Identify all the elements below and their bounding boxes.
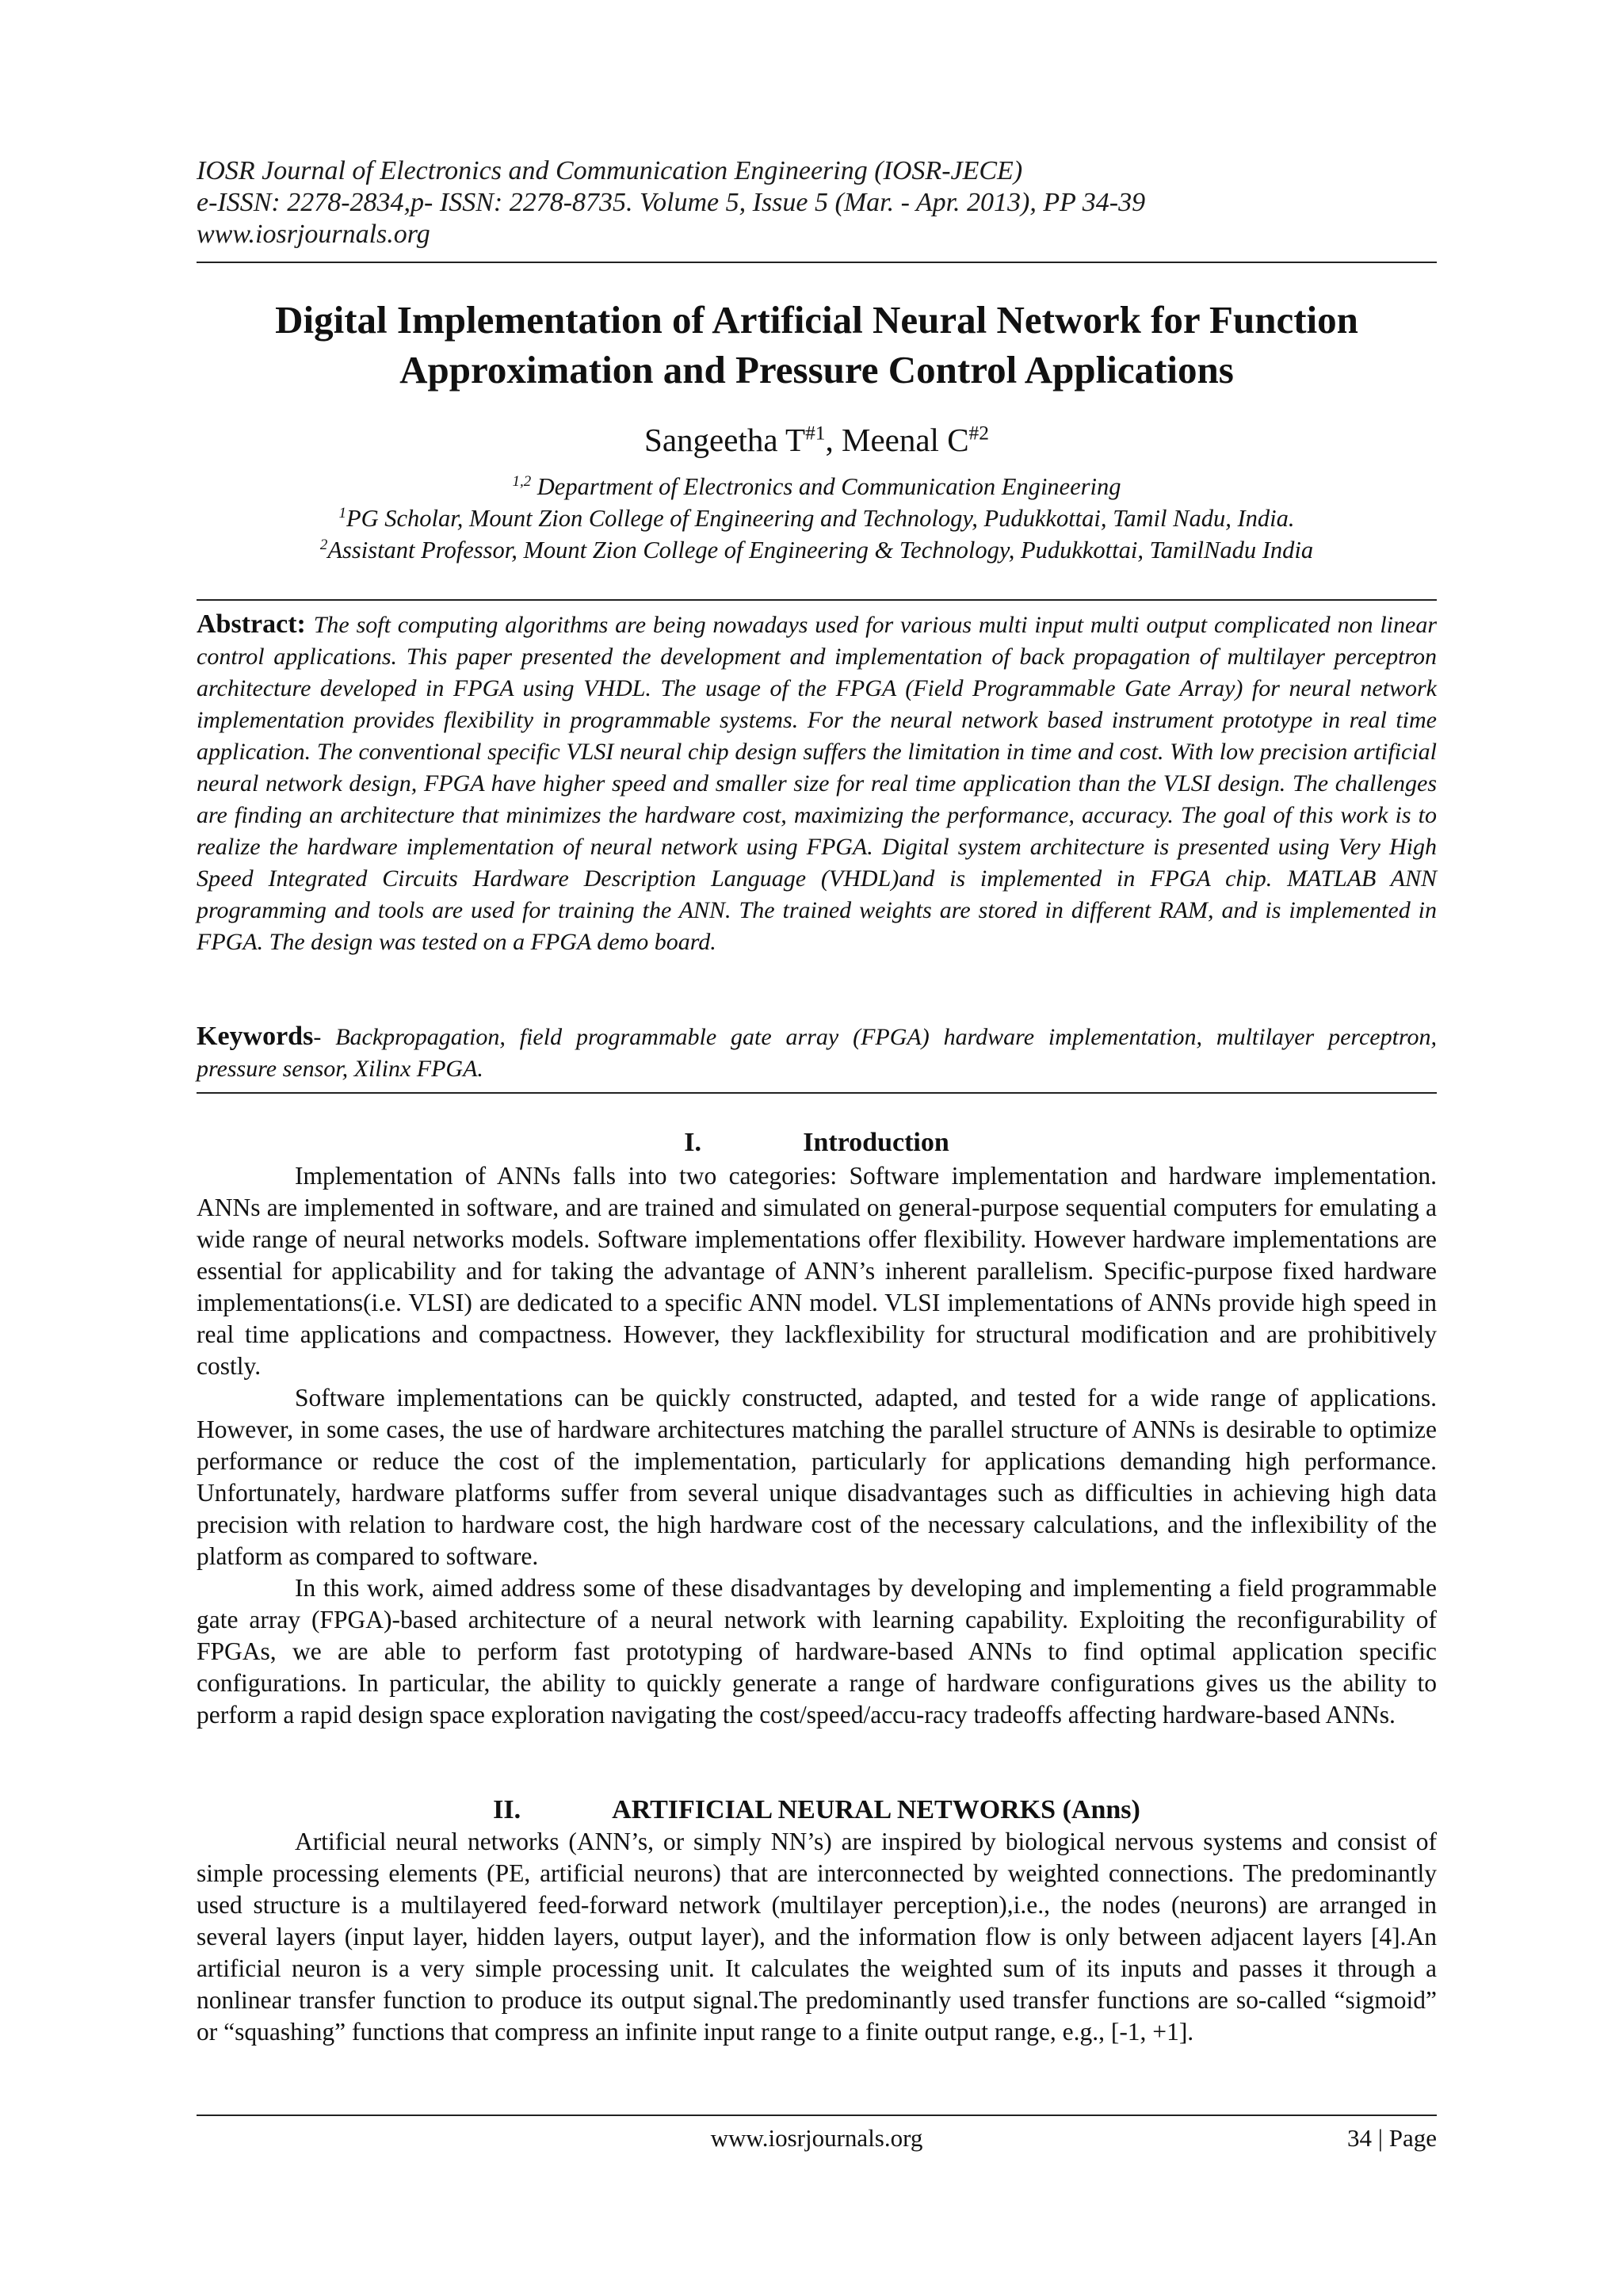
section-heading-ann: [197, 1794, 1437, 1826]
issn-line: e-ISSN: 2278-2834,p- ISSN: 2278-8735. Volume 5, Issue 5 (Mar. - Apr. 2013), PP 34-39: [197, 188, 1146, 217]
author-1: Sangeetha T: [644, 422, 806, 458]
paragraph: Software implementations can be quickly constructed, adapted, and tested for a wide range of applications. However, in some cases, the use of hardware architectures matching the parallel structure of ANNs is desirable to optimize performance or reduce the cost of the implementation, particularly for applications demanding high performance. Unfortunately, hardware platforms suffer from several unique disadvantages such as difficulties in achieving high data precision with relation to hardware cost, the high hardware cost of the necessary calculations, and the inflexibility of the platform as compared to software.: [197, 1384, 1437, 1570]
affiliation-2: [197, 534, 1437, 566]
author-1-mark: #1: [805, 422, 826, 445]
affiliation-department: [197, 471, 1437, 502]
abstract-colon: :: [296, 609, 314, 639]
aff-text: Department of Electronics and Communication Engineering: [531, 473, 1121, 500]
section-number: II.: [493, 1795, 521, 1824]
page-number: 34 | Page: [1347, 2124, 1437, 2152]
title-line-2: Approximation and Pressure Control Applications: [399, 348, 1234, 392]
section-title: Introduction: [803, 1128, 949, 1157]
header-rule: [197, 262, 1437, 263]
keywords-text: - Backpropagation, field programmable gate array (FPGA) hardware implementation, multilayer perceptron, pressure sensor, Xilinx FPGA.: [197, 1024, 1437, 1082]
ann-body: [197, 1826, 1437, 2048]
section-heading-introduction: [197, 1127, 1437, 1159]
title-line-1: Digital Implementation of Artificial Neural Network for Function: [275, 298, 1358, 342]
abstract-top-rule: [197, 599, 1437, 601]
introduction-body: [197, 1160, 1437, 1731]
abstract-text: The soft computing algorithms are being nowadays used for various multi input multi output complicated non linear control applications. This paper presented the development and implementation of back propagation of multilayer perceptron architecture developed in FPGA using VHDL. The usage of the FPGA (Field Programmable Gate Array) for neural network implementation provides flexibility in programmable systems. For the neural network based instrument prototype in real time application. The conventional specific VLSI neural chip design suffers the limitation in time and cost. With low precision artificial neural network design, FPGA have higher speed and smaller size for real time application than the VLSI design. The challenges are finding an architecture that minimizes the hardware cost, maximizing the performance, accuracy. The goal of this work is to realize the hardware implementation of neural network using FPGA. Digital system architecture is presented using Very High Speed Integrated Circuits Hardware Description Language (VHDL)and is implemented in FPGA chip. MATLAB ANN programming and tools are used for training the ANN. The trained weights are stored in different RAM, and is implemented in FPGA. The design was tested on a FPGA demo board.: [197, 612, 1437, 955]
aff-mark: 2: [319, 536, 328, 553]
aff-text: PG Scholar, Mount Zion College of Engineering and Technology, Pudukkottai, Tamil Nadu, India.: [346, 505, 1295, 532]
abstract-label: Abstract: [197, 609, 297, 639]
paper-title: [197, 295, 1437, 395]
aff-text: Assistant Professor, Mount Zion College of Engineering & Technology, Pudukkottai, TamilNadu India: [327, 537, 1314, 563]
authors: [197, 420, 1437, 460]
abstract: [197, 609, 1437, 958]
aff-mark: 1: [338, 504, 346, 521]
paragraph: In this work, aimed address some of these disadvantages by developing and implementing a field programmable gate array (FPGA)-based architecture of a neural network with learning capability. Exploiting the reconfigurability of FPGAs, we are able to perform fast prototyping of hardware-based ANNs to find optimal application specific configurations. In particular, the ability to quickly generate a range of hardware configurations gives us the ability to perform a rapid design space exploration navigating the cost/speed/accu-racy tradeoffs affecting hardware-based ANNs.: [197, 1574, 1437, 1729]
paragraph: Implementation of ANNs falls into two categories: Software implementation and hardware implementation. ANNs are implemented in software, and are trained and simulated on general-purpose sequential computers for emulating a wide range of neural networks models. Software implementations offer flexibility. However hardware implementations are essential for applicability and for taking the advantage of ANN’s inherent parallelism. Specific-purpose fixed hardware implementations(i.e. VLSI) are dedicated to a specific ANN model. VLSI implementations of ANNs provide high speed in real time applications and compactness. However, they lackflexibility for structural modification and are prohibitively costly.: [197, 1162, 1437, 1380]
section-number: I.: [684, 1128, 701, 1157]
affiliation-1: [197, 502, 1437, 534]
author-2-mark: #2: [968, 422, 989, 445]
keywords-label: Keywords: [197, 1022, 314, 1051]
journal-name: IOSR Journal of Electronics and Communication Engineering (IOSR-JECE): [197, 156, 1023, 185]
author-2: , Meenal C: [825, 422, 969, 458]
aff-mark: 1,2: [512, 472, 532, 490]
footer-rule: [197, 2115, 1437, 2116]
abstract-bottom-rule: [197, 1092, 1437, 1094]
section-title: ARTIFICIAL NEURAL NETWORKS (Anns): [612, 1795, 1140, 1824]
journal-website: www.iosrjournals.org: [197, 220, 430, 249]
keywords: [197, 1021, 1437, 1085]
footer-website: www.iosrjournals.org: [710, 2124, 923, 2152]
paragraph: Artificial neural networks (ANN’s, or simply NN’s) are inspired by biological nervous systems and consist of simple processing elements (PE, artificial neurons) that are interconnected by weighted connections. The predominantly used structure is a multilayered feed-forward network (multilayer perception),i.e., the nodes (neurons) are arranged in several layers (input layer, hidden layers, output layer), and the information flow is only between adjacent layers [4].An artificial neuron is a very simple processing unit. It calculates the weighted sum of its inputs and passes it through a nonlinear transfer function to produce its output signal.The predominantly used transfer functions are so-called “sigmoid” or “squashing” functions that compress an infinite input range to a finite output range, e.g., [-1, +1].: [197, 1828, 1437, 2046]
